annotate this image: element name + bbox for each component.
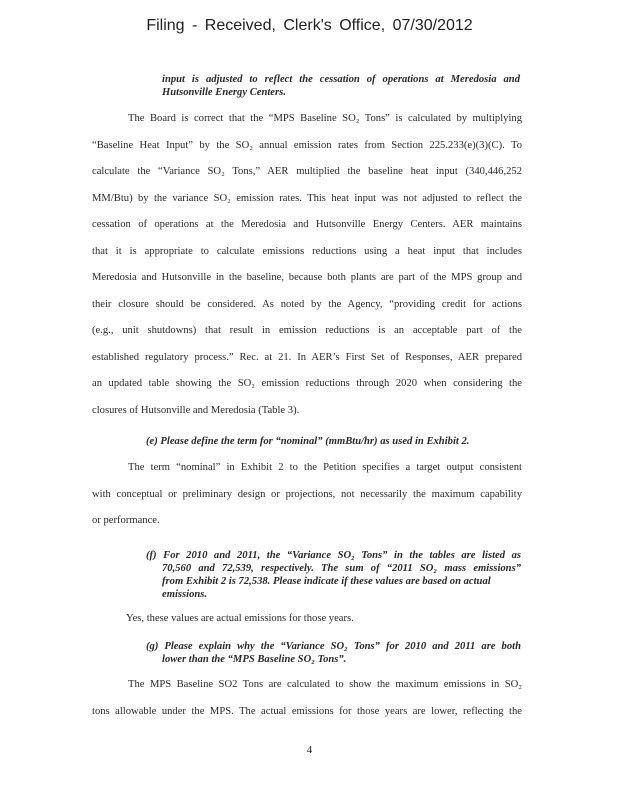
question-g [146, 640, 521, 666]
question-d-line-2: Hutsonville Energy Centers. [162, 87, 286, 98]
paragraph-line: an updated table showing the SO₂ emission reductions through 2020 when considering the [92, 378, 522, 389]
filing-header: Filing - Received, Clerk's Office, 07/30/2012 [146, 17, 473, 34]
question-e: (e) Please define the term for “nominal” (mmBtu/hr) as used in Exhibit 2. [146, 436, 470, 447]
question-f-line: (f) For 2010 and 2011, the “Variance SO₂ Tons” in the tables are listed as [146, 550, 521, 561]
question-g-line: lower than the “MPS Baseline SO₂ Tons”. [162, 654, 347, 665]
paragraph-line: their closure should be considered. As noted by the Agency, “providing credit for actions [92, 298, 522, 310]
response-d-paragraph [92, 106, 522, 424]
paragraph-line: Meredosia and Hutsonville in the baseline, because both plants are part of the MPS group and [92, 272, 522, 283]
paragraph-line: (e.g., unit shutdowns) that result in emission reductions is an acceptable part of the [92, 325, 522, 336]
question-g-line: (g) Please explain why the “Variance SO₂ Tons” for 2010 and 2011 are both [146, 641, 521, 652]
question-f-line: from Exhibit 2 is 72,538. Please indicate if these values are based on actual [162, 576, 491, 587]
question-f-line: 70,560 and 72,539, respectively. The sum of “2011 SO₂ mass emissions” [162, 563, 521, 574]
paragraph-line: established regulatory process.” Rec. at 21. In AER’s First Set of Responses, AER prepared [92, 351, 522, 363]
paragraph-line: or performance. [92, 515, 160, 526]
question-d-line-1: input is adjusted to reflect the cessation of operations at Meredosia and [162, 74, 520, 85]
paragraph-line: “Baseline Heat Input” by the SO₂ annual emission rates from Section 225.233(e)(3)(C). To [92, 139, 522, 151]
question-f [146, 549, 521, 601]
question-f-line: emissions. [162, 589, 208, 600]
paragraph-line: calculate the “Variance SO₂ Tons,” AER multiplied the baseline heat input (340,446,252 [92, 166, 522, 177]
paragraph-line: The Board is correct that the “MPS Baseline SO₂ Tons” is calculated by multiplying [128, 113, 522, 124]
paragraph-line: that it is appropriate to calculate emissions reductions using a heat input that includes [92, 245, 522, 257]
paragraph-line: The MPS Baseline SO2 Tons are calculated to show the maximum emissions in SO₂ [128, 679, 522, 690]
paragraph-line: closures of Hutsonville and Meredosia (Table 3). [92, 404, 300, 416]
paragraph-line: The term “nominal” in Exhibit 2 to the Petition specifies a target output consistent [128, 462, 522, 473]
paragraph-line: with conceptual or preliminary design or projections, not necessarily the maximum capability [92, 488, 522, 500]
paragraph-line: cessation of operations at the Meredosia and Hutsonville Energy Centers. AER maintains [92, 219, 522, 230]
page-number: 4 [306, 744, 313, 756]
paragraph-line: tons allowable under the MPS. The actual emissions for those years are lower, reflecting the [92, 705, 522, 717]
response-e-paragraph [92, 455, 522, 535]
question-d-tail [162, 73, 520, 99]
response-g-paragraph [92, 672, 522, 725]
response-f-text: Yes, these values are actual emissions for those years. [126, 613, 354, 624]
paragraph-line: MM/Btu) by the variance SO₂ emission rates. This heat input was not adjusted to reflect the [92, 192, 522, 204]
